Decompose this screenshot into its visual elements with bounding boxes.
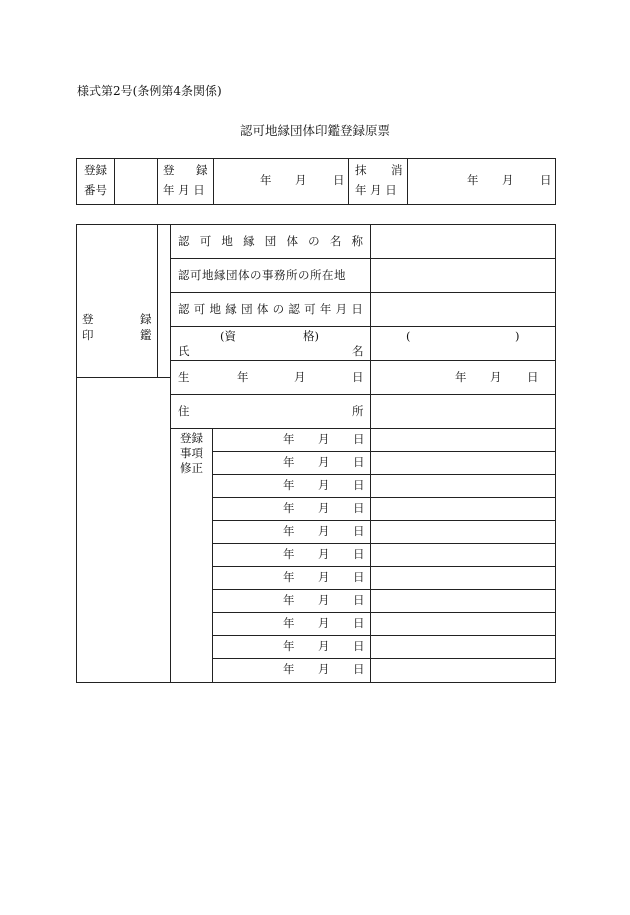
revision-date-hi: 日 [353,501,365,515]
revision-date-nen: 年 [283,524,295,538]
office-address-label: 認可地縁団体の事務所の所在地 [178,268,346,282]
revision-date-tsuki: 月 [318,501,330,515]
reg-date-day: 日 [333,173,345,187]
revision-date-tsuki: 月 [318,639,330,653]
revision-date-nen: 年 [283,593,295,607]
revision-date-hi: 日 [353,639,365,653]
revision-date-hi: 日 [353,432,365,446]
revision-date-tsuki: 月 [318,662,330,676]
cancel-date-year: 年 [467,173,479,187]
revision-date-hi: 日 [353,593,365,607]
revision-date-tsuki: 月 [318,570,330,584]
revision-date-nen: 年 [283,662,295,676]
revision-date-tsuki: 月 [318,478,330,492]
reg-date-label: 年 月 日 [163,183,205,197]
revision-date-nen: 年 [283,547,295,561]
revision-date-tsuki: 月 [318,593,330,607]
reg-date-year: 年 [260,173,272,187]
revision-date-hi: 日 [353,616,365,630]
revision-date-hi: 日 [353,455,365,469]
document-title: 認可地縁団体印鑑登録原票 [239,123,390,138]
cancel-date-day: 日 [540,173,552,187]
revision-date-tsuki: 月 [318,432,330,446]
revision-date-hi: 日 [353,547,365,561]
revision-date-nen: 年 [283,478,295,492]
revision-date-nen: 年 [283,570,295,584]
revision-date-nen: 年 [283,501,295,515]
reg-number-label: 登録 [84,163,107,177]
form-number: 様式第2号(条例第4条関係) [77,84,222,98]
revision-date-nen: 年 [283,616,295,630]
revision-date-hi: 日 [353,478,365,492]
reg-date-month: 月 [295,173,307,187]
revision-date-hi: 日 [353,662,365,676]
revision-date-tsuki: 月 [318,547,330,561]
revision-date-tsuki: 月 [318,616,330,630]
revision-date-nen: 年 [283,455,295,469]
cancel-date-month: 月 [502,173,514,187]
revision-date-nen: 年 [283,639,295,653]
revision-date-tsuki: 月 [318,524,330,538]
revision-date-tsuki: 月 [318,455,330,469]
org-name-label: 認 可 地 縁 団 体 の 名 称 [178,234,363,248]
reg-number-label-2: 番号 [84,183,107,197]
revision-date-hi: 日 [353,570,365,584]
approval-date-label: 認 可 地 縁 団 体 の 認 可 年 月 日 [178,302,363,316]
revision-date-hi: 日 [353,524,365,538]
revision-date-nen: 年 [283,432,295,446]
cancel-date-label: 年 月 日 [355,183,397,197]
